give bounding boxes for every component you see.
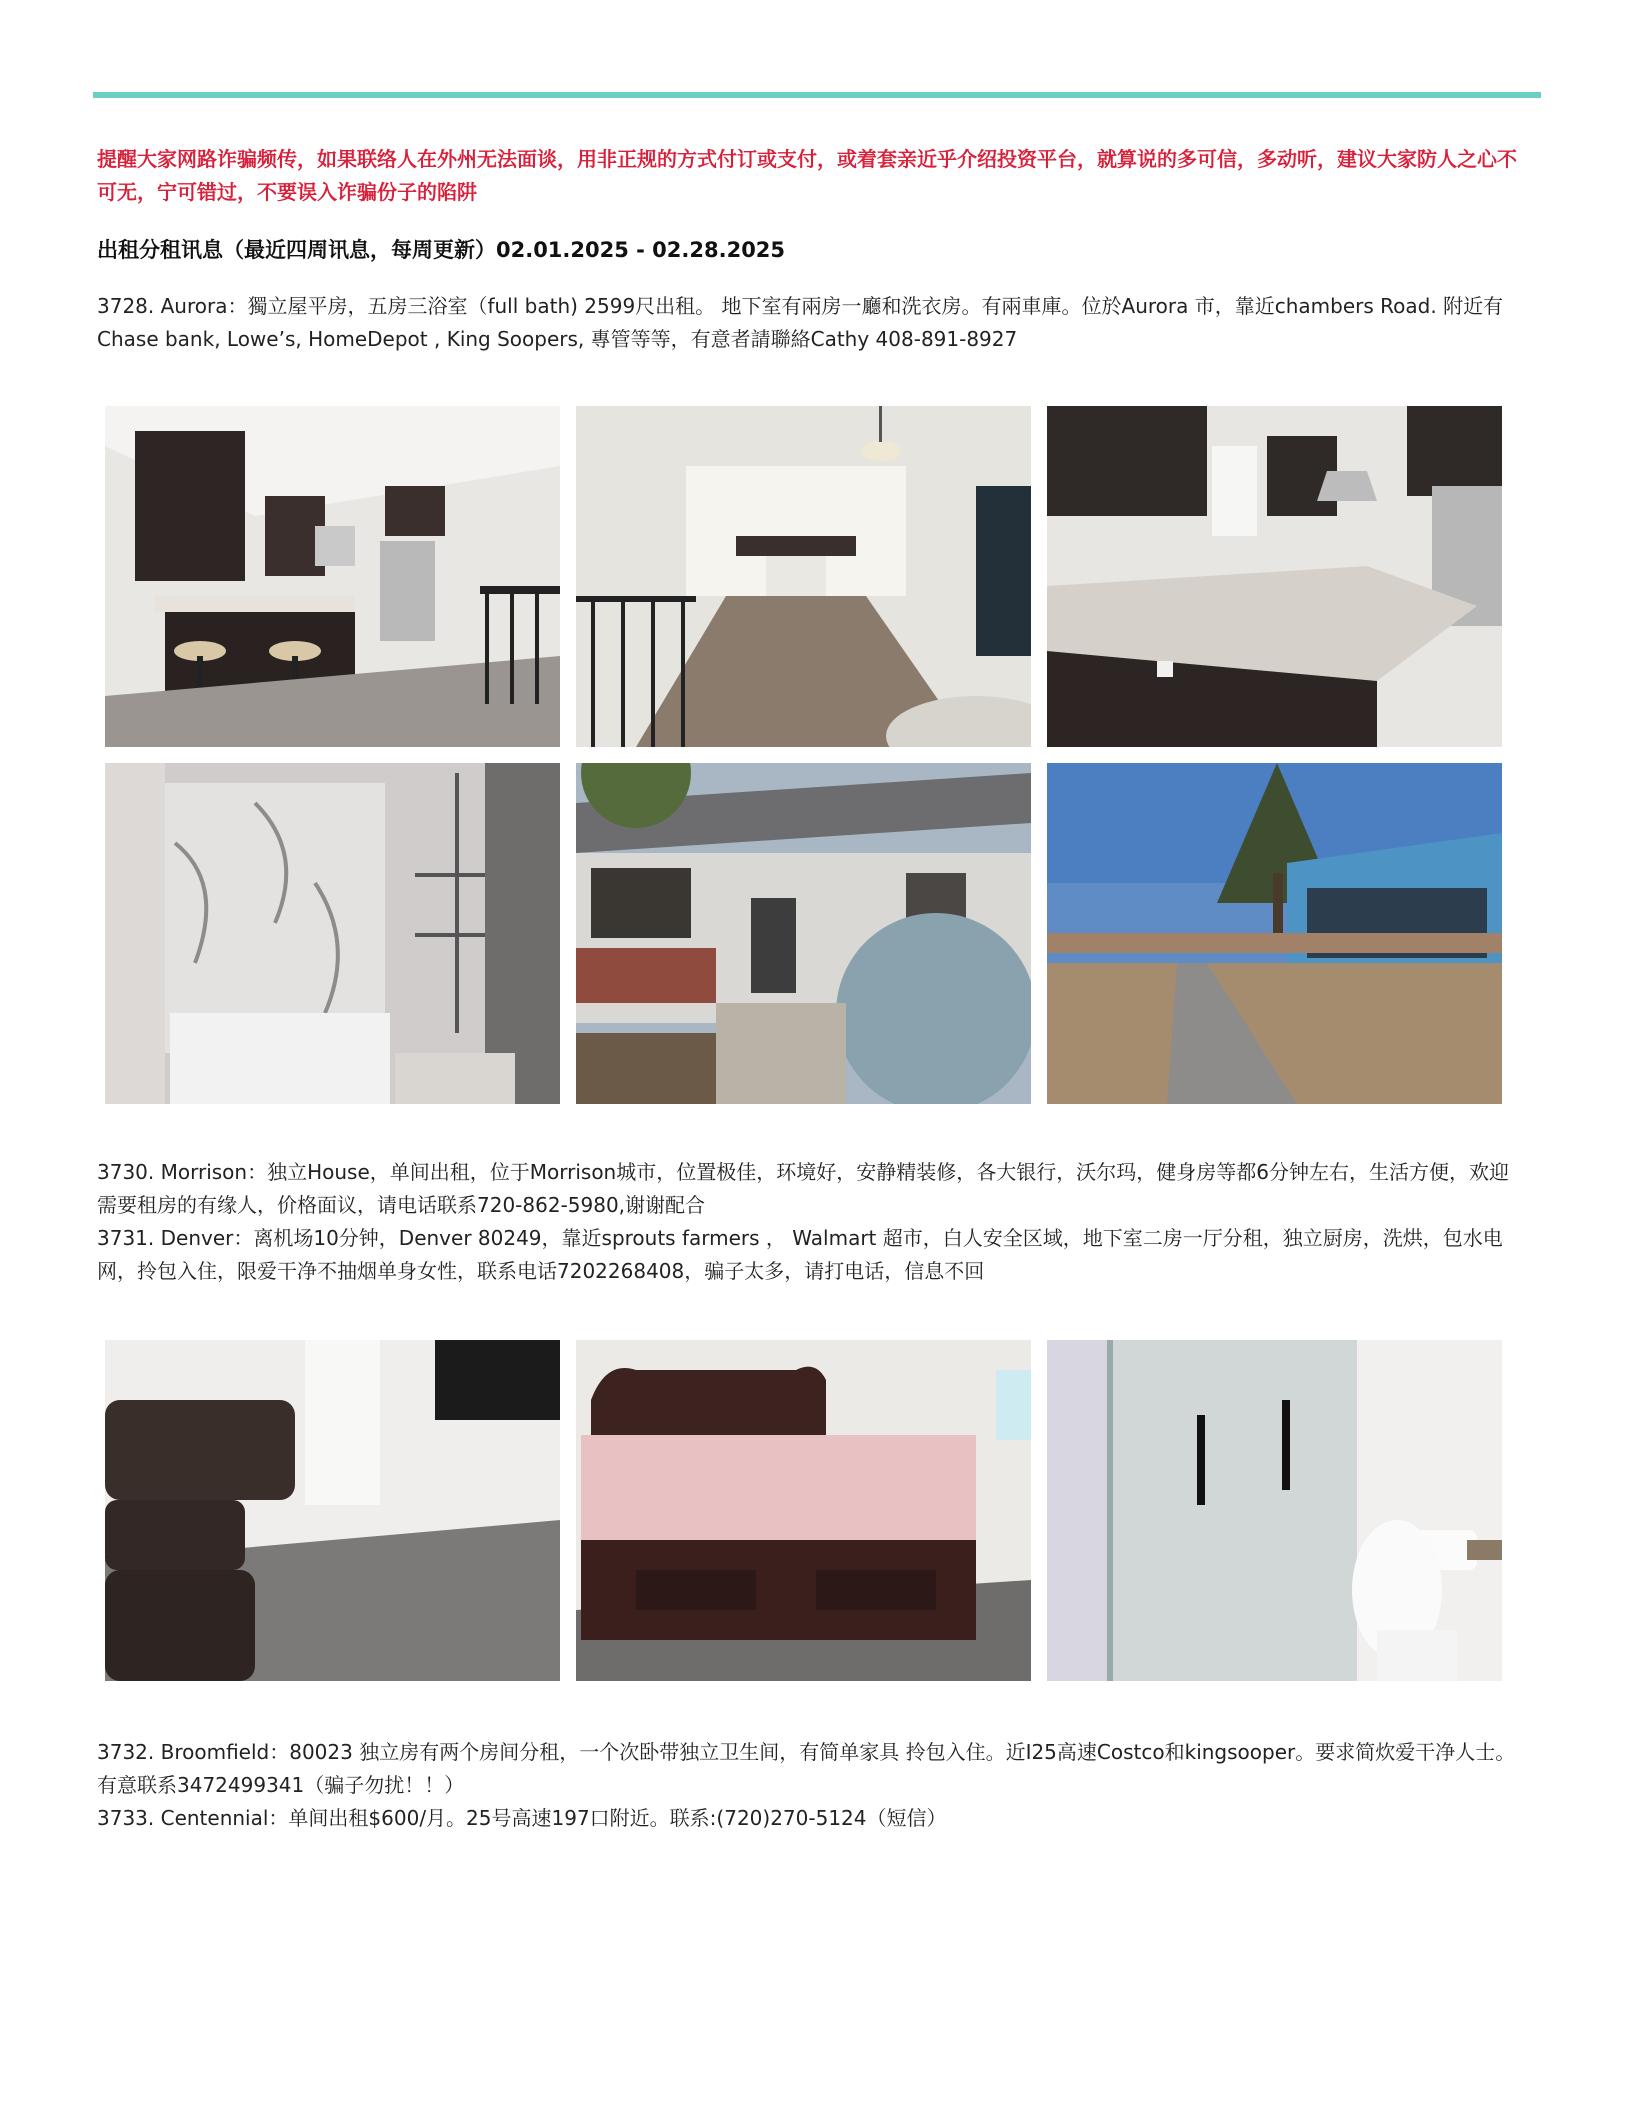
shower-toilet-photo[interactable] [1047,1340,1502,1681]
top-divider [93,92,1541,98]
house-exterior-photo[interactable] [576,763,1031,1104]
kitchen-island-photo[interactable] [105,406,560,747]
bedroom-photo[interactable] [576,1340,1031,1681]
backyard-photo[interactable] [1047,763,1502,1104]
listing-text: 3728. Aurora：獨立屋平房，五房三浴室（full bath) 2599尺出租。 地下室有兩房一廳和洗衣房。有兩車庫。位於Aurora 市，靠近chambers Road. 附近有Chase bank, Lowe’s, HomeDepot , King Soopers, 專管等等，有意者請聯絡Cathy 408-891-8927 [97,294,1504,351]
section-heading: 出租分租讯息（最近四周讯息，每周更新）02.01.2025 - 02.28.2025 [97,238,786,262]
listing-3728 [97,290,1517,356]
listing-3733-text: 3733. Centennial：单间出租$600/月。25号高速197口附近。联系:(720)270-5124（短信） [97,1806,947,1830]
kitchen-counter-photo[interactable] [1047,406,1502,747]
basement-sofa-photo[interactable] [105,1340,560,1681]
living-room-photo[interactable] [576,406,1031,747]
fraud-warning: 提醒大家网路诈骗频传，如果联络人在外州无法面谈，用非正规的方式付订或支付，或着套亲近乎介绍投资平台，就算说的多可信，多动听，建议大家防人之心不可无，宁可错过，不要误入诈骗份子的陷阱 [97,147,1517,204]
bathroom-tub-photo[interactable] [105,763,560,1104]
listing-3731-text: 3731. Denver：离机场10分钟，Denver 80249，靠近sprouts farmers ， Walmart 超市，白人安全区域，地下室二房一厅分租，独立厨房，洗烘，包水电网，拎包入住，限爱干净不抽烟单身女性，联系电话7202268408，骗子太多，请打电话，信息不回 [97,1226,1503,1283]
listing-3730-text: 3730. Morrison：独立House，单间出租，位于Morrison城市，位置极佳，环境好，安静精装修，各大银行，沃尔玛，健身房等都6分钟左右，生活方便，欢迎需要租房的有缘人，价格面议，请电话联系720-862-5980,谢谢配合 [97,1160,1509,1217]
listing-3732-text: 3732. Broomfield：80023 独立房有两个房间分租，一个次卧带独立卫生间，有简单家具 拎包入住。近I25高速Costco和kingsooper。要求简炊爱干净人士。有意联系3472499341（骗子勿扰！！） [97,1740,1516,1797]
listings-3730-3731 [97,1156,1517,1288]
listings-3732-3733 [97,1736,1517,1835]
